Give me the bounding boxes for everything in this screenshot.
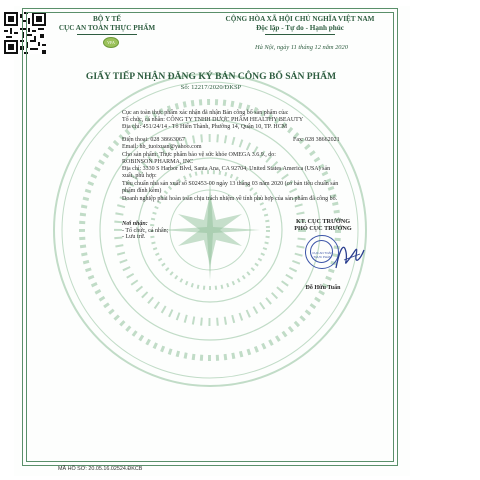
recipient-item: - Tổ chức, cá nhân; [122,227,169,234]
body-line: Địa chỉ: 3330 S Harbor Blvd, Santa Ana, CA 92704, United States America (USA) sản [122,166,331,172]
recipient-item: - Lưu trữ. [122,234,146,240]
dossier-code: MÃ HỒ SƠ: 20.05.16.02524.ĐKCB [58,466,143,472]
email-line: Email: hb_tuoixuan@yahoo.com [122,144,202,150]
country-name: CỘNG HÒA XÃ HỘI CHỦ NGHĨA VIỆT NAM [225,15,375,23]
body-line: Tổ chức, cá nhân: CÔNG TY TNHH DƯỢC PHẨM HEALTHY BEAUTY [122,117,304,123]
body-line: Địa chỉ: 451/24/14 - Tô Hiến Thành, Phường 14, Quận 10, TP. HCM [122,124,288,130]
signer-name: Đỗ Hữu Tuấn [305,285,341,291]
body-line: ROBINSON PHARMA, INC [122,159,194,165]
body-line: Cục an toàn thực phẩm xác nhận đã nhận Bản công bố sản phẩm của: [122,110,289,116]
body-line: Doanh nghiệp phải hoàn toàn chịu trách nhiệm về tính phù hợp của sản phẩm đã công bố. [122,196,338,202]
recipients-block [122,221,168,241]
ministry-header [32,15,182,35]
issue-date: Hà Nội, ngày 11 tháng 12 năm 2020 [255,44,348,51]
signature-title-line1: KT. CỤC TRƯỞNG [295,218,351,225]
agency-name: CỤC AN TOÀN THỰC PHẨM [58,24,156,32]
body-line: Cho sản phẩm: Thực phẩm bảo vệ sức khỏe OMEGA 3.6.9., do: [122,152,276,158]
ministry-name: BỘ Y TẾ [92,15,122,23]
fax-line: Fax: 028 38662021 [293,137,340,143]
signature-title [268,218,378,232]
body-line: xuất, phù hợp: [122,173,157,179]
agency-logo: VFA [103,37,119,48]
handwritten-signature [330,238,370,274]
recipients-label: Nơi nhận: [122,221,148,227]
signature-title-line2: PHÓ CỤC TRƯỞNG [294,225,352,232]
official-stamp: CỤC AN TOÀN THỰC PHẨM [305,235,339,269]
national-header [215,15,385,35]
country-motto: Độc lập - Tự do - Hạnh phúc [256,24,344,32]
body-line: Tiêu chuẩn nhà sản xuất số S02453-00 ngày 13 tháng 03 năm 2020 (có bản tiêu chuẩn sản [122,181,339,187]
body-line: phẩm đính kèm) [122,188,162,194]
phone-line: Điện thoại: 028 38663067 [122,137,185,143]
document-number: Số: 12217/2020/ĐKSP [180,84,242,91]
document-title: GIẤY TIẾP NHẬN ĐĂNG KÝ BẢN CÔNG BỐ SẢN PHẨM [85,71,337,82]
